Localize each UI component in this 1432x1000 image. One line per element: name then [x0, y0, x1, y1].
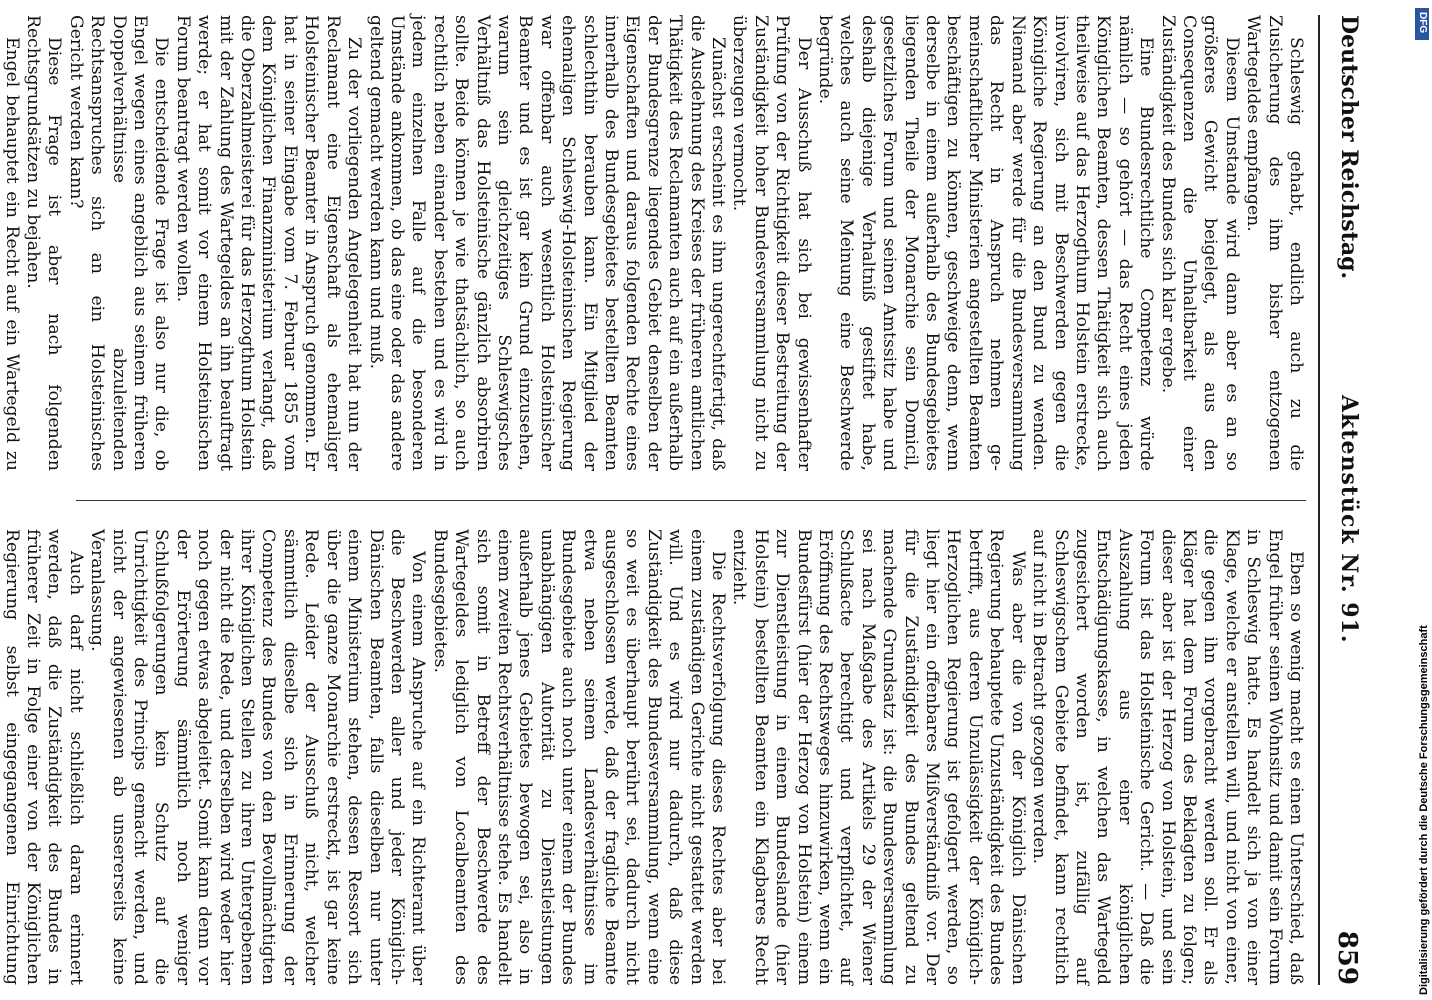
- header-document-number: Aktenstück Nr. 91.: [1336, 395, 1362, 644]
- digitization-credit: Digitalisierung gefördert durch die Deutsche Forschungsgemeinschaft: [1418, 625, 1430, 995]
- paragraph: Schleswig gehabt, endlich auch zu die Zusicherung des ihm bisher entzogenen Wartegeldes empfangen.: [1243, 15, 1306, 471]
- paragraph: Eben so wenig macht es einen Unterschied, daß Engel früher seinen Wohnsitz und damit sein Forum in Schleswig hatte. Es handelt sich ja von einer Klage, welche er anstellen will, und nicht von einer, die gegen ihn vorgebracht werden soll. Er als Kläger hat dem Forum des Beklagten zu folgen; dieser aber ist der Herzog von Holstein, und sein Forum ist das Holsteinische Gericht. — Daß die Auszahlung aus einer königlichen Entschädigungskasse, in welchen das Wartegeld zugesichert worden ist, zufällig auf Schleswigschem Gebiete befindet, kann rechtlich auf nicht in Betracht gezogen werden.: [1029, 529, 1306, 985]
- dfg-logo-text: DFG: [1417, 12, 1428, 34]
- paragraph: Zu der vorliegenden Angelegenheit hat nun der Reclamant eine Eigenschaft als ehemaliger Holsteinischer Beamter in Anspruch genommen. Er hat in seiner Eingabe vom 7. Februar 1855 vom dem Königlichen Finanzministerium verlangt, daß die Oberzahlmeisterei für das Herzogthum Holstein mit der Zahlung des Wartegeldes an ihn beauftragt werde; er hat somit vor einem Holsteinischen Forum beantragt werden wollen.: [172, 15, 365, 471]
- column-separator: [76, 500, 1306, 501]
- header-rule: [1318, 15, 1320, 985]
- paragraph: Diese Frage ist aber nach folgenden Rechtsgrundsätzen zu bejahen.: [23, 15, 65, 471]
- running-header: [1318, 15, 1370, 985]
- paragraph: Engel behauptet ein Recht auf ein Wartegeld zu: [1, 37, 22, 471]
- paragraph: Eine Bundesrechtliche Competenz würde nämlich — so gehört — das Recht eines jeden Königlichen Beamten, dessen Thätigkeit sich auch theilweise auf das Herzogthum Holstein erstrecke, involviren, sich mit Beschwerden gegen die Königliche Regierung an den Bund zu wenden. Niemand aber werde für die Bundesversammlung das Recht in Anspruch nehmen ge- meinschaftlicher Ministerien angestellten Beamten beschäftigen zu können, geschweige denn, wenn derselbe in einem außerhalb des Bundesgebietes liegenden Theile der Monarchie sein Domicil, gesetzliches Forum und seinen Amtssitz habe und deshalb diejenige Verhaltniß gestiftet habe, welches auch seine Meinung eine Beschwerde begründe.: [815, 15, 1157, 471]
- header-publication-title: Deutscher Reichstag.: [1336, 15, 1362, 280]
- right-column: [1, 529, 1306, 985]
- paragraph: Auch darf nicht schließlich daran erinnert werden, daß die Zuständigkeit des Bundes in früherer Zeit in Folge einer von der Königlichen Regierung selbst eingegangenen Einrichtung: [1, 529, 86, 985]
- paragraph: Diesem Umstande wird dann aber es an so größeres Gewicht beigelegt, als aus den Consequenzen die Unhaltbarkeit einer Zuständigkeit des Bundes sich klar ergebe.: [1157, 15, 1242, 471]
- left-column: [1, 15, 1306, 471]
- paragraph: Was aber die von der Königlich Dänischen Regierung behauptete Unzuständigkeit des Bundes betrifft, aus deren Unzulässigkeit der Königlich-Herzoglichen Regierung ist gefolgert werden, so liegt hier ein offenbares Mißverständniß vor. Der für die Zuständigkeit des Bundes geltend zu machende Grundsatz ist: die Bundesversammlung sei nach Maßgabe des Artikels 29 der Wiener Schlußacte berechtigt und verpflichtet, auf Eröffnung des Rechtsweges hinzuwirken, wenn ein Bundesfürst (hier der Herzog von Holstein) einem zur Dienstleistung in einem Bundeslande (hier Holstein) bestellten Beamten ein Klagbares Recht entzieht.: [729, 529, 1028, 985]
- paragraph: Die Rechtsverfolgung dieses Rechtes aber bei einem zuständigen Gerichte nicht gestattet werden will. Und es wird nur dadurch, daß diese Zuständigkeit des Bundesversammlung, wenn eine so weit es überhaupt berührt sei, dadurch nicht ausgeschlossen werde, daß der fragliche Beamte etwa neben seinem Landesverhältnisse im Bundesgebiete auch noch unter einem der Bundes unabhängigen Autorität zu Dienstleistungen außerhalb jenes Gebietes bewogen sei, also in einem zweiten Rechtsverhältnisse stehe. Es handelt sich somit in Betreff der Beschwerde des Wartegeldes lediglich von Localbeamten des Bundesgebietes.: [429, 529, 729, 985]
- paragraph: Die entscheidende Frage ist also nur die, ob Engel wegen eines angeblich aus seinem früheren Doppelverhältnisse abzuleitenden Rechtsanspruches sich an ein Holsteinisches Gericht werden kann?: [65, 15, 172, 471]
- paragraph: Von einem Anspruche auf ein Richteramt über die Beschwerden aller und jeder Königlich-Dänischen Beamten, falls dieselben nur unter einem Ministerium stehen, dessen Ressort sich über die ganze Monarchie erstreckt, ist gar keine Rede. Leider der Ausschuß nicht, welcher sämmtlich dieselbe sich in Erinnerung der Competenz des Bundes von den Bevollmächtigten ihrer Königlichen Stellen zu ihren Untergebenen der nicht die Rede, und derselben wird weder hier noch gegen etwas abgeleitet. Somit kann denn vor der Erörterung sämmtlich noch weniger Schlußfolgerungen kein Schutz auf die Unrichtigkeit des Princips gemacht werden, und nicht der angewiesenen ab unsererseits keine Veranlassung.: [87, 529, 429, 985]
- paragraph: Zunächst erscheint es ihm ungerechtfertigt, daß die Ausdehnung des Kreises der früheren amtlichen Thätigkeit des Reclamanten auch auf ein außerhalb der Bundesgrenze liegendes Gebiet denselben der Eigenschaften und daraus folgenden Rechte eines innerhalb des Bundesgebietes bestellten Beamten schlechthin berauben kann. Ein Mitglied der ehemaligen Schleswig-Holsteinischen Regierung war offenbar auch wesentlich Holsteinischer Beamter und es ist gar kein Grund einzusehen, warum sein gleichzeitiges Schleswigsches Verhältniß das Holsteinische gänzlich absorbiren sollte. Beide können je wie thatsächlich, so auch rechtlich neben einander bestehen und es wird in jedem einzelnen Falle auf die besonderen Umstände ankommen, ob das eine oder das andere geltend gemacht werden kann und muß.: [365, 15, 729, 471]
- dfg-logo: [1415, 8, 1429, 40]
- rotated-document-page: [1, 15, 1370, 985]
- paragraph: Der Ausschuß hat sich bei gewissenhafter Prüfung von der Richtigkeit dieser Bestreitung der Zuständigkeit hoher Bundesversammlung nicht zu überzeugen vermocht.: [729, 15, 814, 471]
- header-page-number: 859: [1332, 930, 1362, 985]
